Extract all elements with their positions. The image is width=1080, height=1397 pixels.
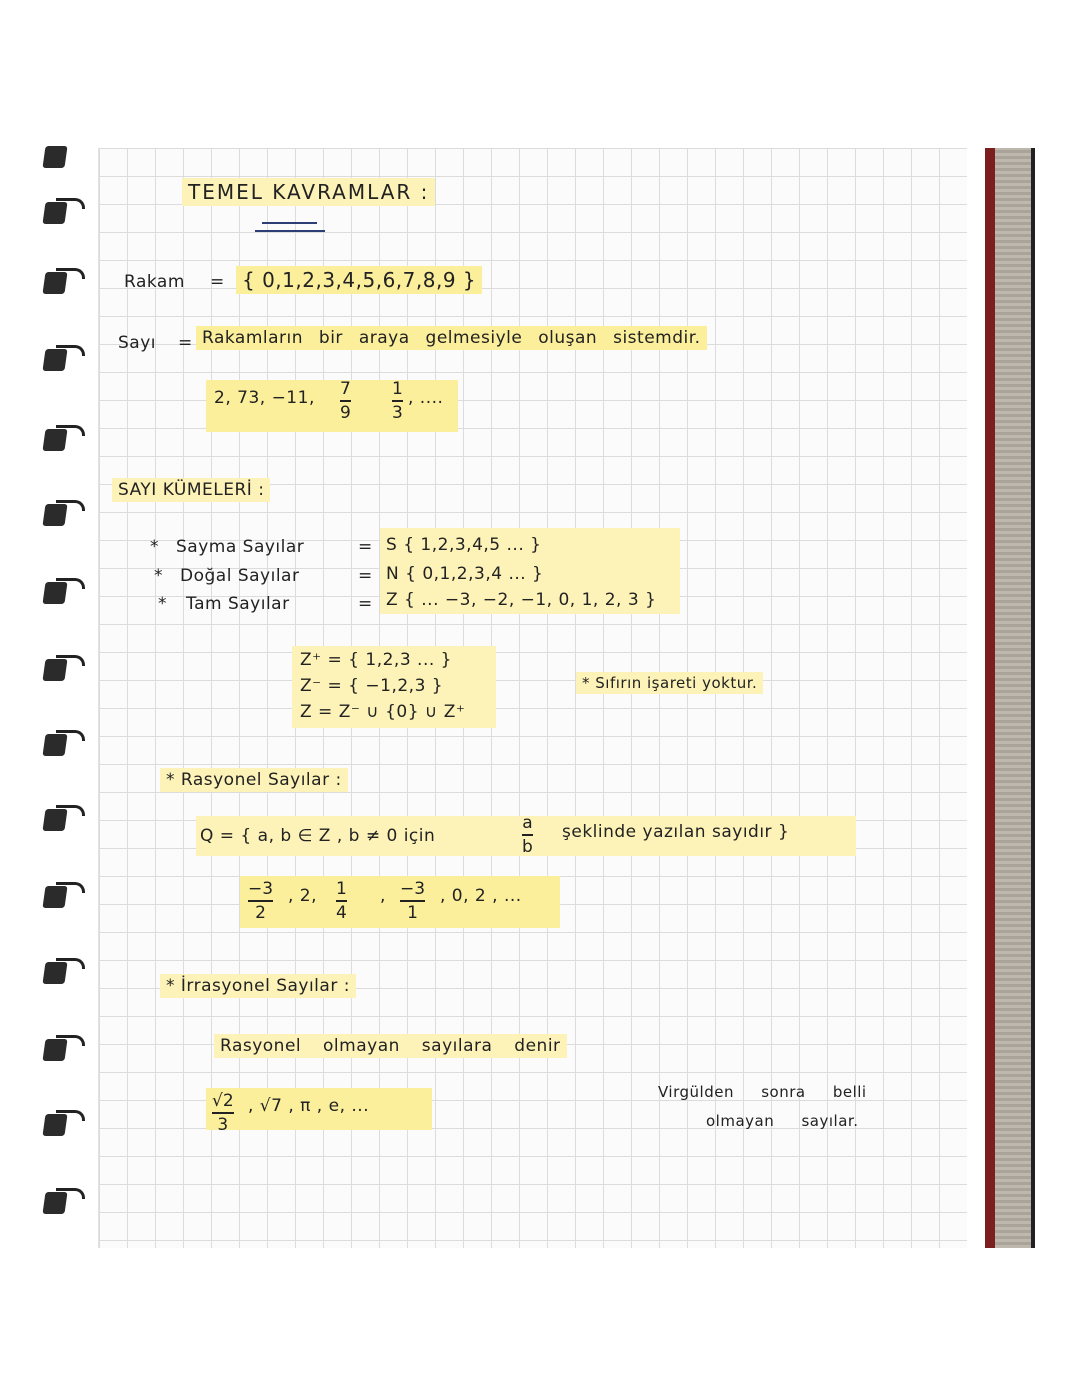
sifir-note: * Sıfırın işareti yoktur. (576, 672, 763, 694)
rasyonel-ex-mid: , 2, (288, 886, 318, 906)
spiral-ring (38, 805, 84, 835)
sayi-equals: = (178, 333, 193, 353)
dogal-star: * (154, 566, 163, 586)
tam-star: * (158, 594, 167, 614)
fraction-bar (392, 400, 403, 402)
rasyonel-ex-end: , 0, 2 , ... (440, 886, 522, 906)
rasyonel-separator: , (380, 886, 386, 906)
fraction-numerator: 1 (336, 879, 347, 899)
fraction-numerator: a (522, 813, 533, 833)
cover-shadow (1031, 148, 1035, 1248)
sayma-star: * (150, 537, 159, 557)
fraction-minus3-1 (400, 880, 425, 922)
title-underline (255, 230, 325, 232)
sayi-definition: Rakamların bir araya gelmesiyle oluşan sistemdir. (196, 326, 707, 350)
fraction-7-9 (340, 380, 351, 422)
fraction-denominator: 2 (255, 903, 266, 923)
spiral-ring (38, 500, 84, 530)
sayi-examples-text: 2, 73, −11, (214, 388, 315, 408)
fraction-numerator: −3 (400, 879, 426, 899)
irrasyonel-side-note-2: olmayan sayılar. (706, 1112, 859, 1130)
z-union: Z = Z⁻ ∪ {0} ∪ Z⁺ (300, 702, 466, 722)
rakam-label: Rakam (124, 272, 185, 292)
spiral-ring (38, 142, 84, 172)
fraction-denominator: 9 (340, 403, 351, 423)
fraction-numerator: 7 (340, 379, 351, 399)
irrasyonel-side-note-1: Virgülden sonra belli (658, 1083, 867, 1101)
fraction-minus3-2 (248, 880, 273, 922)
notebook-cover (995, 148, 1031, 1248)
spiral-ring (38, 655, 84, 685)
sayma-label: Sayma Sayılar (176, 537, 305, 557)
sayi-label: Sayı (118, 333, 156, 353)
z-plus: Z⁺ = { 1,2,3 ... } (300, 650, 452, 670)
notebook-cover-edge (985, 148, 995, 1248)
rasyonel-heading: * Rasyonel Sayılar : (160, 768, 348, 792)
z-minus: Z⁻ = { −1,2,3 } (300, 676, 444, 696)
fraction-bar (340, 400, 351, 402)
tam-label: Tam Sayılar (186, 594, 290, 614)
fraction-a-b (522, 814, 533, 856)
fraction-bar (400, 900, 425, 902)
rakam-equals: = (210, 272, 225, 292)
fraction-bar (336, 900, 347, 902)
irrasyonel-definition: Rasyonel olmayan sayılara denir (214, 1034, 567, 1058)
spiral-ring (38, 198, 84, 228)
fraction-denominator: 3 (217, 1115, 229, 1135)
spiral-ring (38, 345, 84, 375)
fraction-numerator: −3 (248, 879, 274, 899)
fraction-sqrt2-3 (212, 1092, 234, 1134)
irrasyonel-heading: * İrrasyonel Sayılar : (160, 974, 356, 998)
spiral-ring (38, 882, 84, 912)
fraction-bar (522, 834, 533, 836)
dogal-equals: = (358, 566, 373, 586)
spiral-ring (38, 730, 84, 760)
fraction-bar (248, 900, 273, 902)
sayma-value: S { 1,2,3,4,5 ... } (386, 535, 542, 555)
dogal-label: Doğal Sayılar (180, 566, 300, 586)
spiral-ring (38, 1110, 84, 1140)
fraction-numerator: 1 (392, 379, 403, 399)
fraction-bar (212, 1112, 234, 1114)
fraction-denominator: 4 (336, 903, 347, 923)
fraction-denominator: 3 (392, 403, 403, 423)
spiral-ring (38, 425, 84, 455)
fraction-1-3 (392, 380, 403, 422)
fraction-1-4 (336, 880, 347, 922)
rasyonel-def-start: Q = { a, b ∈ Z , b ≠ 0 için (200, 826, 436, 846)
rakam-value: { 0,1,2,3,4,5,6,7,8,9 } (236, 266, 482, 294)
fraction-denominator: 1 (407, 903, 418, 923)
spiral-ring (38, 958, 84, 988)
tam-equals: = (358, 594, 373, 614)
tam-value: Z { ... −3, −2, −1, 0, 1, 2, 3 } (386, 590, 657, 610)
fraction-numerator: √2 (212, 1091, 234, 1111)
page-title: TEMEL KAVRAMLAR : (182, 178, 435, 206)
irrasyonel-ex-rest: , √7 , π , e, ... (248, 1096, 370, 1116)
spiral-ring (38, 578, 84, 608)
dogal-value: N { 0,1,2,3,4 ... } (386, 564, 544, 584)
sayi-kumeleri-heading: SAYI KÜMELERİ : (112, 478, 270, 502)
sayma-equals: = (358, 537, 373, 557)
fraction-denominator: b (522, 837, 533, 857)
spiral-ring (38, 1035, 84, 1065)
spiral-ring (38, 268, 84, 298)
title-underline (262, 222, 317, 224)
sayi-ellipsis: , .... (408, 388, 444, 408)
rasyonel-def-end: şeklinde yazılan sayıdır } (562, 822, 790, 842)
spiral-ring (38, 1188, 84, 1218)
